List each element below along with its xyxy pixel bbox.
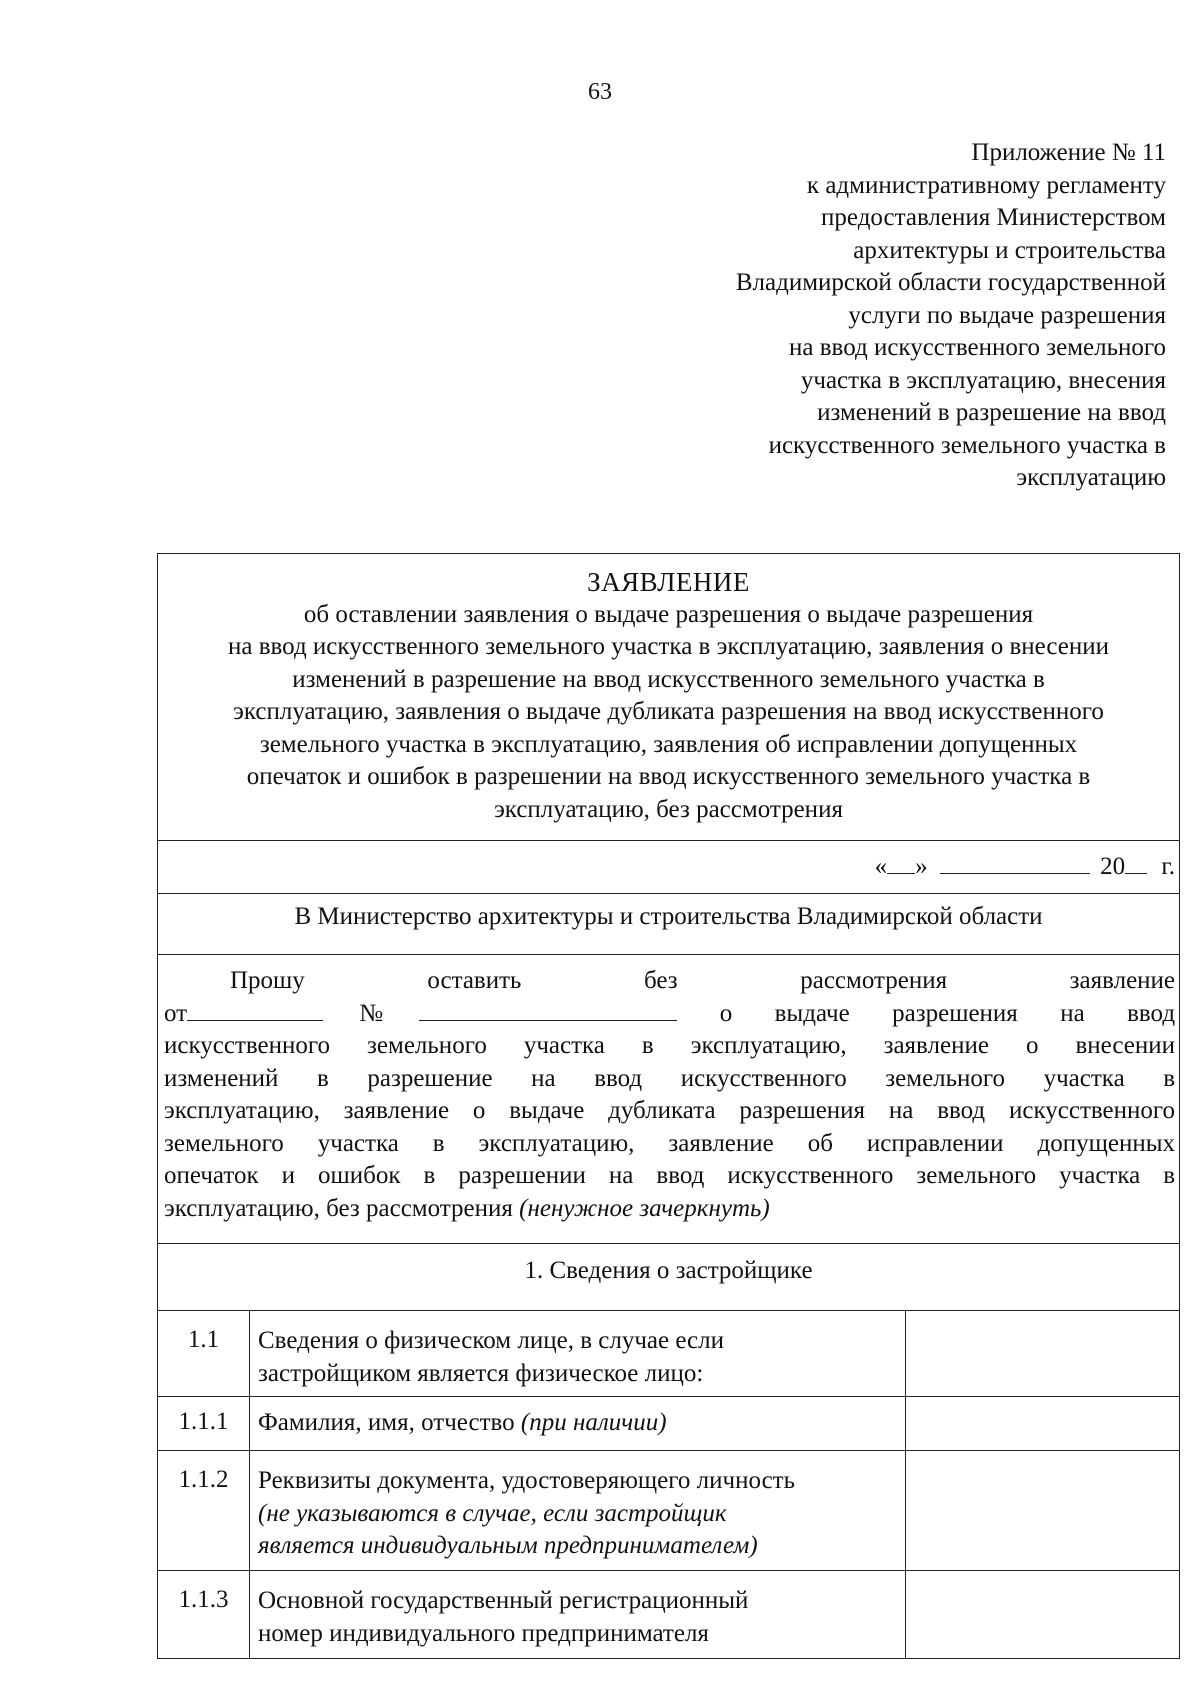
- row-number: 1.1.1: [158, 1397, 250, 1451]
- request-line: изменений в разрешение на ввод искусственного земельного участка в: [164, 1064, 1176, 1092]
- row-number: 1.1.3: [158, 1571, 250, 1659]
- table-row: [158, 1451, 1180, 1571]
- application-form-table: [157, 553, 1180, 1659]
- row-number: 1.1: [158, 1311, 250, 1397]
- request-line: [164, 965, 1175, 998]
- form-subtitle-line: земельного участка в эксплуатацию, заявления об исправлении допущенных: [259, 730, 1078, 758]
- form-subtitle-line: на ввод искусственного земельного участка в эксплуатацию, заявления о внесении: [228, 633, 1109, 660]
- request-text: эксплуатацию, без рассмотрения: [164, 1194, 513, 1222]
- row-number: 1.1.2: [158, 1451, 250, 1571]
- appendix-line: изменений в разрешение на ввод: [817, 399, 1166, 426]
- table-row: [158, 1397, 1180, 1451]
- request-text: о выдаче разрешения на ввод: [719, 999, 1176, 1027]
- application-date-blank[interactable]: [187, 998, 323, 1021]
- date-line: [158, 841, 1179, 882]
- appendix-header: [606, 137, 1166, 495]
- date-cell: [158, 841, 1180, 894]
- row-label-line: Реквизиты документа, удостоверяющего личность: [258, 1467, 795, 1494]
- row-label-line: Основной государственный регистрационный: [258, 1587, 749, 1614]
- appendix-line: к административному регламенту: [806, 171, 1166, 199]
- form-subtitle-line: опечаток и ошибок в разрешении на ввод искусственного земельного участка в: [246, 763, 1091, 790]
- row-label-note: (не указываются в случае, если застройщик: [258, 1499, 727, 1527]
- addressee: В Министерство архитектуры и строительства Владимирской области: [294, 903, 1043, 930]
- form-title-cell: [158, 554, 1180, 841]
- row-label-note: (при наличии): [520, 1409, 667, 1436]
- row-label: [250, 1571, 906, 1659]
- table-row: [158, 1311, 1180, 1397]
- appendix-line: предоставления Министерством: [821, 204, 1166, 231]
- form-subtitle-line: эксплуатацию, заявления о выдаче дубликата разрешения на ввод искусственного: [233, 698, 1104, 725]
- appendix-line: искусственного земельного участка в: [768, 431, 1166, 459]
- request-line: [164, 998, 1175, 1031]
- appendix-line: Владимирской области государственной: [735, 269, 1166, 296]
- row-value-field[interactable]: [906, 1571, 1180, 1659]
- month-blank[interactable]: [940, 851, 1090, 874]
- row-label-line: застройщиком является физическое лицо:: [258, 1359, 704, 1387]
- row-label: [250, 1311, 906, 1397]
- table-row: [158, 1571, 1180, 1659]
- request-line: [164, 1193, 1175, 1226]
- row-label-line: [258, 1407, 901, 1440]
- row-label: [250, 1451, 906, 1571]
- form-subtitle-line: об оставлении заявления о выдаче разрешения о выдаче разрешения: [303, 600, 1034, 628]
- appendix-line: на ввод искусственного земельного: [789, 334, 1166, 361]
- appendix-line: участка в эксплуатацию, внесения: [800, 366, 1166, 394]
- addressee-cell: [158, 894, 1180, 955]
- row-value-field[interactable]: [906, 1311, 1180, 1397]
- date-open-quote: «: [874, 853, 888, 880]
- appendix-line: Приложение № 11: [971, 139, 1166, 166]
- form-subtitle-line: эксплуатацию, без рассмотрения: [494, 795, 843, 823]
- request-cell: [158, 955, 1180, 1244]
- row-label-line: номер индивидуального предпринимателя: [258, 1619, 709, 1647]
- row-label-line: Сведения о физическом лице, в случае если: [258, 1327, 725, 1354]
- strike-note: (ненужное зачеркнуть): [519, 1194, 770, 1222]
- request-line: искусственного земельного участка в эксплуатацию, заявление о внесении: [164, 1032, 1176, 1059]
- page-number: 63: [588, 79, 612, 105]
- year-suffix: г.: [1161, 853, 1176, 880]
- row-value-field[interactable]: [906, 1451, 1180, 1571]
- form-title: ЗАЯВЛЕНИЕ: [587, 567, 750, 597]
- request-line: опечаток и ошибок в разрешении на ввод искусственного земельного участка в: [164, 1162, 1176, 1189]
- row-label-note: является индивидуальным предпринимателем): [258, 1532, 758, 1559]
- year-prefix: 20: [1100, 853, 1126, 880]
- application-number-blank[interactable]: [419, 998, 677, 1021]
- appendix-line: эксплуатацию: [1016, 464, 1166, 491]
- number-label: №: [323, 999, 420, 1027]
- row-label: [250, 1397, 906, 1451]
- year-blank[interactable]: [1125, 851, 1147, 874]
- from-label: от: [164, 999, 188, 1027]
- request-text: Прошу оставить без рассмотрения заявление: [230, 967, 1176, 994]
- date-close-quote: »: [915, 853, 928, 880]
- request-line: земельного участка в эксплуатацию, заявление об исправлении допущенных: [164, 1129, 1176, 1157]
- appendix-line: архитектуры и строительства: [853, 236, 1166, 264]
- row-value-field[interactable]: [906, 1397, 1180, 1451]
- row-label-text: Фамилия, имя, отчество: [258, 1409, 515, 1436]
- form-subtitle-line: изменений в разрешение на ввод искусственного земельного участка в: [292, 665, 1045, 693]
- day-blank[interactable]: [887, 851, 915, 874]
- section-heading: 1. Сведения о застройщике: [524, 1257, 813, 1284]
- appendix-line: услуги по выдаче разрешения: [848, 301, 1166, 329]
- request-line: эксплуатацию, заявление о выдаче дубликата разрешения на ввод искусственного: [164, 1097, 1176, 1124]
- section-heading-cell: [158, 1244, 1180, 1311]
